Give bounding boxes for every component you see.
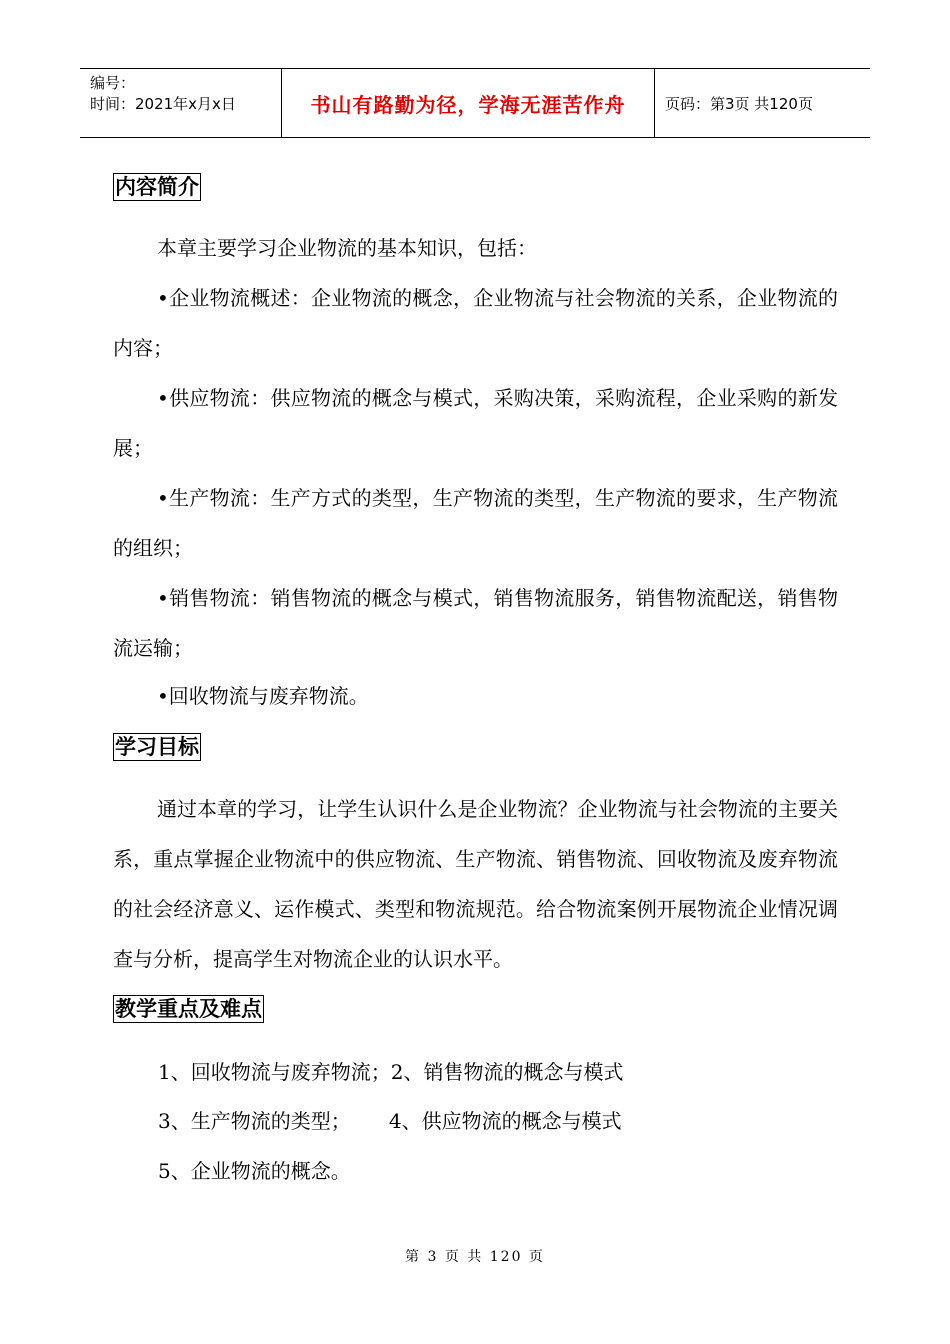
number-label: 编号： — [90, 74, 136, 92]
intro-item: •销售物流：销售物流的概念与模式，销售物流服务，销售物流配送，销售物流运输； — [113, 586, 838, 660]
header-meta — [80, 69, 282, 137]
header-motto: 书山有路勤为径，学海无涯苦作舟 — [310, 92, 626, 117]
intro-item: •生产物流：生产方式的类型，生产物流的类型，生产物流的要求，生产物流的组织； — [113, 486, 838, 560]
goals-heading: 学习目标 — [115, 735, 199, 759]
time-label: 时间：2021年x月x日 — [90, 95, 236, 113]
key-points-heading: 教学重点及难点 — [115, 997, 262, 1021]
header-page-info: 页码：第3页 共120页 — [665, 94, 813, 113]
page-header — [80, 68, 870, 138]
intro-item: •企业物流概述：企业物流的概念，企业物流与社会物流的关系，企业物流的内容； — [113, 286, 838, 360]
key-point-line: 5、企业物流的概念。 — [158, 1159, 351, 1183]
intro-item: •供应物流：供应物流的概念与模式，采购决策，采购流程，企业采购的新发展； — [113, 386, 838, 460]
goals-text: 通过本章的学习，让学生认识什么是企业物流？企业物流与社会物流的主要关系，重点掌握企业物流中的供应物流、生产物流、销售物流、回收物流及废弃物流的社会经济意义、运作模式、类型和物流规范。给合物流案例开展物流企业情况调查与分析，提高学生对物流企业的认识水平。 — [113, 797, 838, 971]
key-point-line: 1、回收物流与废弃物流；2、销售物流的概念与模式 — [158, 1060, 624, 1084]
key-point-line: 3、生产物流的类型； 4、供应物流的概念与模式 — [158, 1109, 622, 1133]
intro-item: •回收物流与废弃物流。 — [157, 684, 369, 708]
intro-lead: 本章主要学习企业物流的基本知识，包括： — [157, 236, 537, 260]
page-footer: 第 3 页 共 120 页 — [405, 1249, 545, 1265]
intro-heading: 内容简介 — [115, 175, 199, 199]
header-motto-cell — [282, 69, 655, 137]
